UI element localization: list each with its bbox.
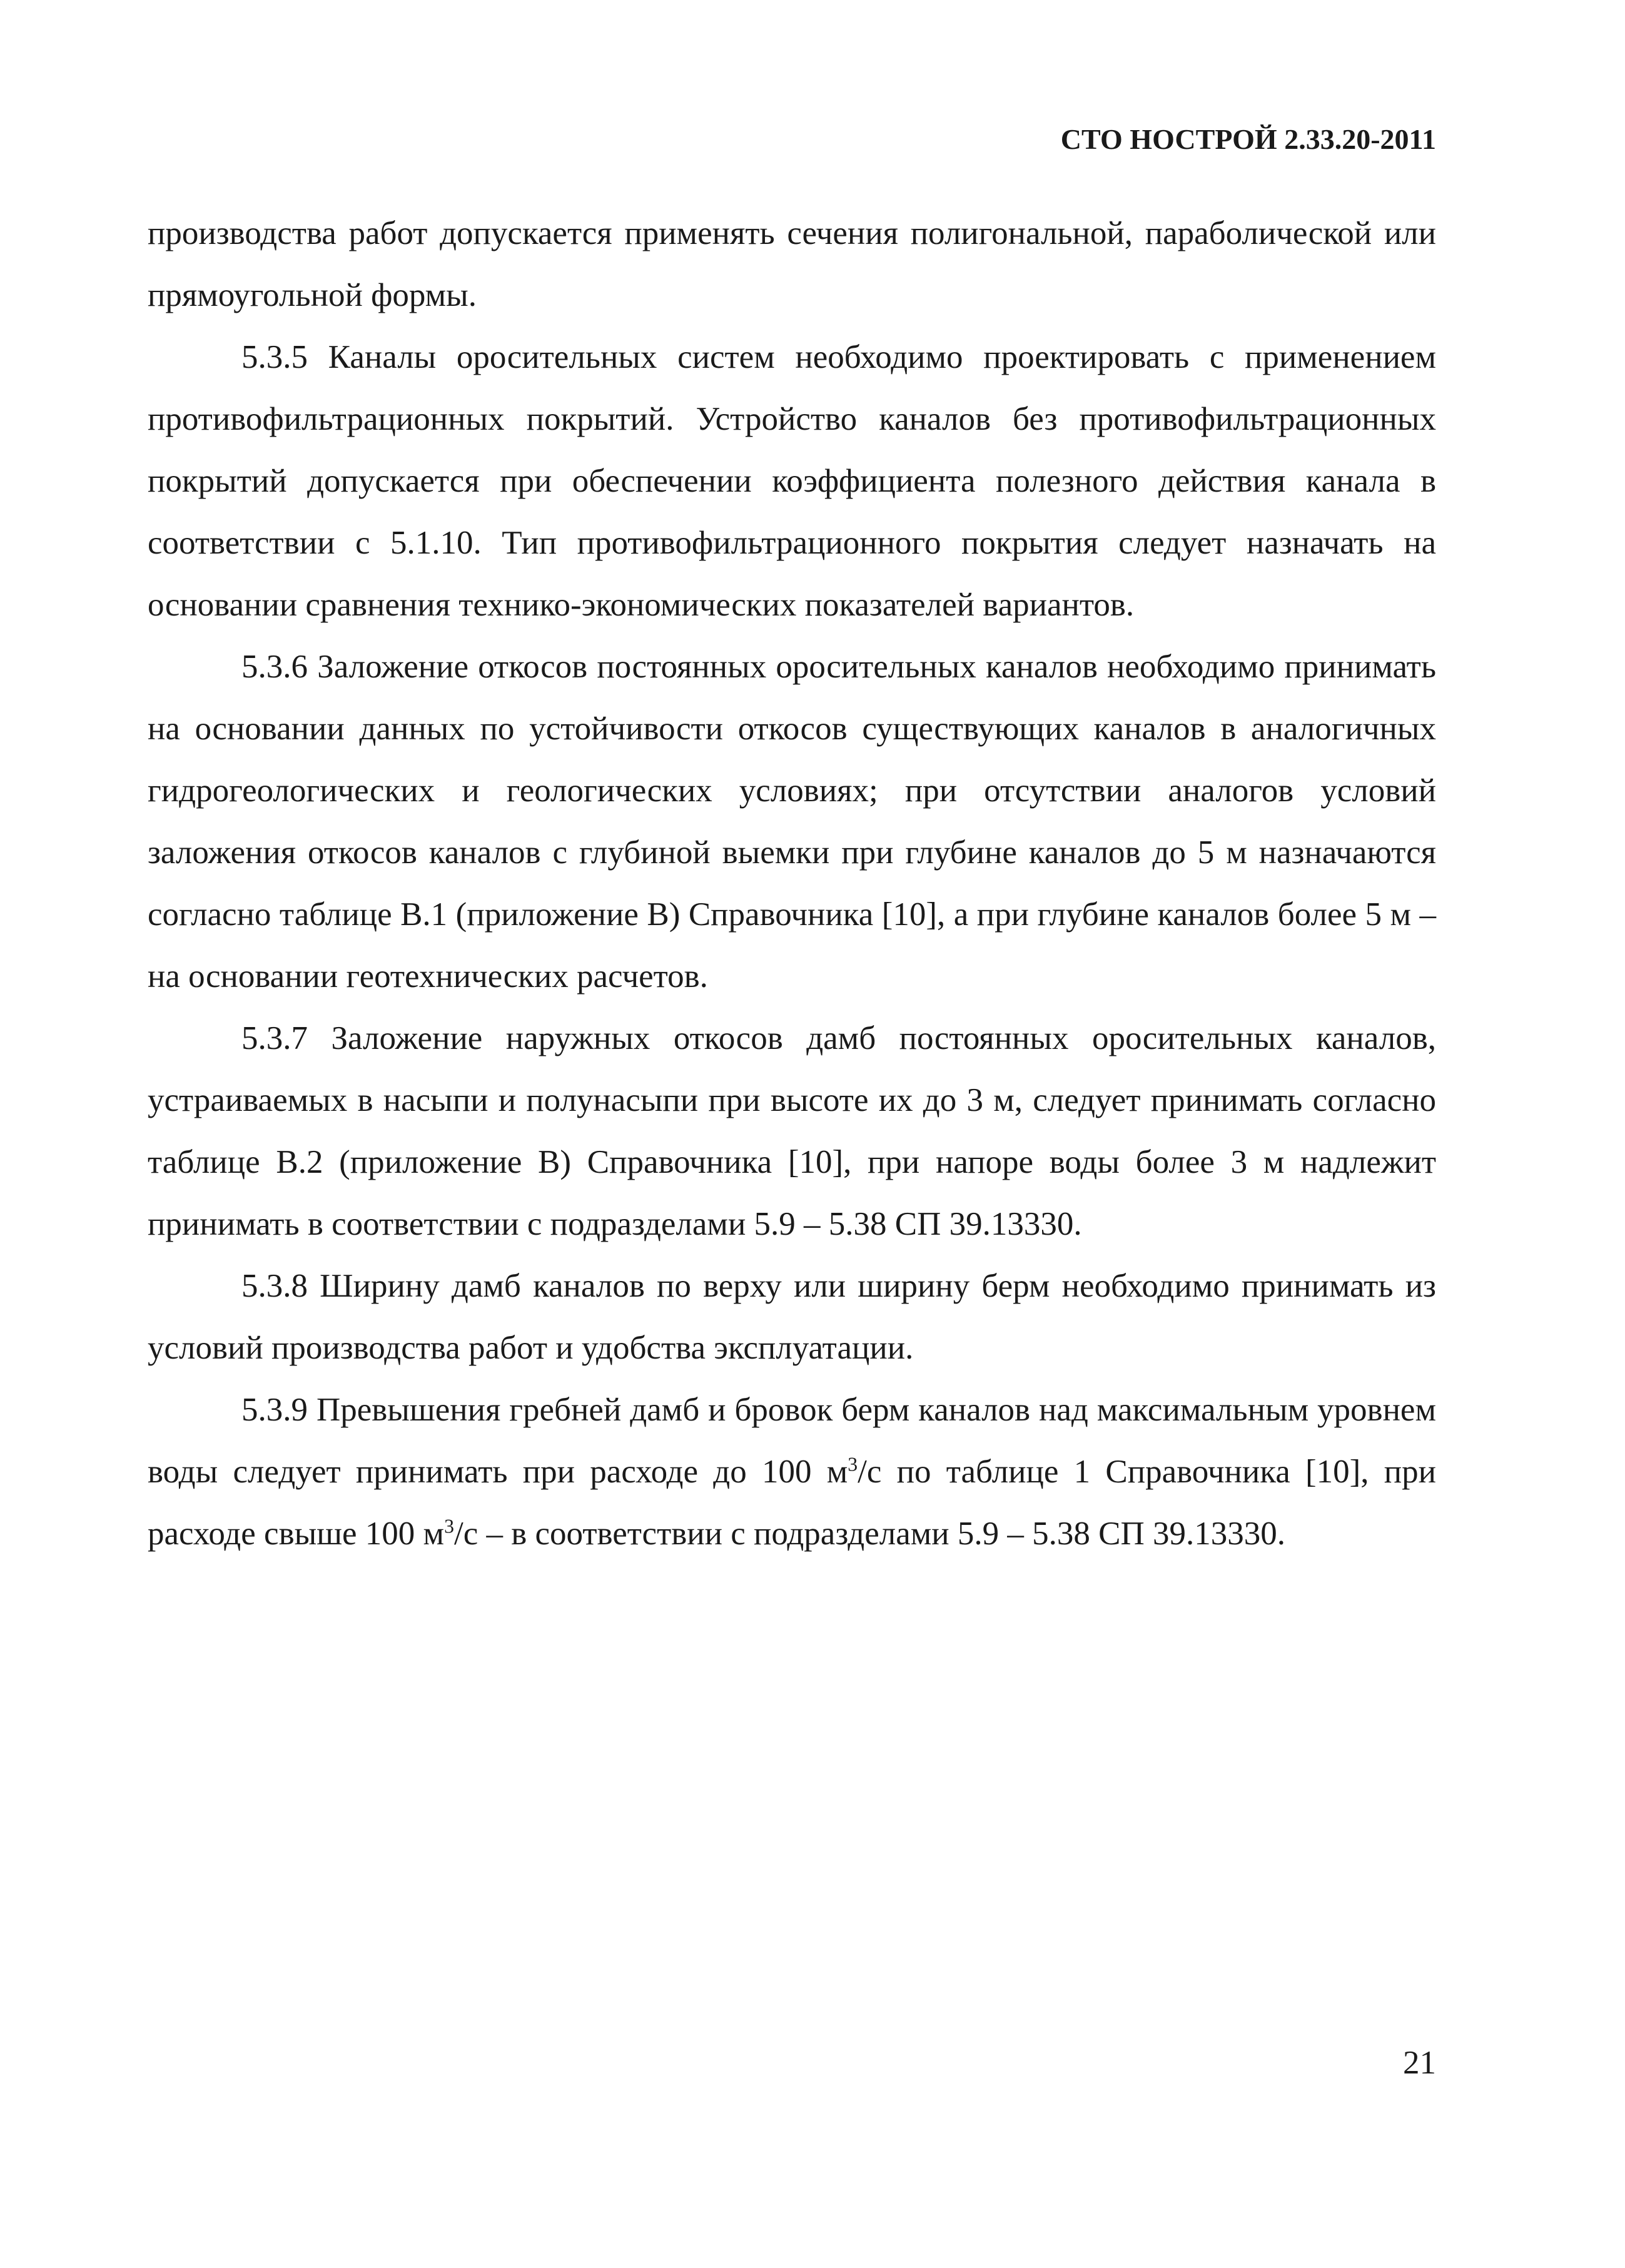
paragraph-5-3-9-part2: /с по таблице 1 Справочника [10], при расходе свыше 100 м [148,1454,1436,1552]
document-code-header: СТО НОСТРОЙ 2.33.20-2011 [1060,123,1436,155]
paragraph-5-3-5: 5.3.5 Каналы оросительных систем необходимо проектировать с применением противофильтрационных покрытий. Устройство каналов без противофильтрационных покрытий допускается при обеспечении коэффициента полезного действия канала в соответствии с 5.1.10. Тип противофильтрационного покрытия следует назначать на основании сравнения технико-экономических показателей вариантов. [148,339,1436,623]
paragraph-5-3-7: 5.3.7 Заложение наружных откосов дамб постоянных оросительных каналов, устраиваемых в насыпи и полунасыпи при высоте их до 3 м, следует принимать согласно таблице В.2 (приложение В) Справочника [10], при напоре воды более 3 м надлежит принимать в соответствии с подразделами 5.9 – 5.38 СП 39.13330. [148,1020,1436,1242]
paragraph-5-3-9-part3: /с – в соответствии с подразделами 5.9 – 5.38 СП 39.13330. [453,1516,1286,1552]
page-number: 21 [1403,2045,1436,2081]
paragraph-5-3-9-part1: 5.3.9 Превышения гребней дамб и бровок берм каналов над максимальным уровнем воды следует принимать при расходе до 100 м [148,1392,1436,1490]
paragraph-continuation: производства работ допускается применять сечения полигональной, параболической или прямоугольной формы. [148,215,1436,313]
cubic-superscript: 3 [444,1515,454,1537]
paragraph-5-3-6: 5.3.6 Заложение откосов постоянных оросительных каналов необходимо принимать на основании данных по устойчивости откосов существующих каналов в аналогичных гидрогеологических и геологических условиях; при отсутствии аналогов условий заложения откосов каналов с глубиной выемки при глубине каналов до 5 м назначаются согласно таблице В.1 (приложение В) Справочника [10], а при глубине каналов более 5 м – на основании геотехнических расчетов. [148,649,1436,995]
paragraph-5-3-8: 5.3.8 Ширину дамб каналов по верху или ширину берм необходимо принимать из условий производства работ и удобства эксплуатации. [148,1268,1436,1366]
cubic-superscript: 3 [848,1453,858,1476]
document-body [148,203,1436,1565]
paragraph-5-3-9 [148,1379,1436,1565]
